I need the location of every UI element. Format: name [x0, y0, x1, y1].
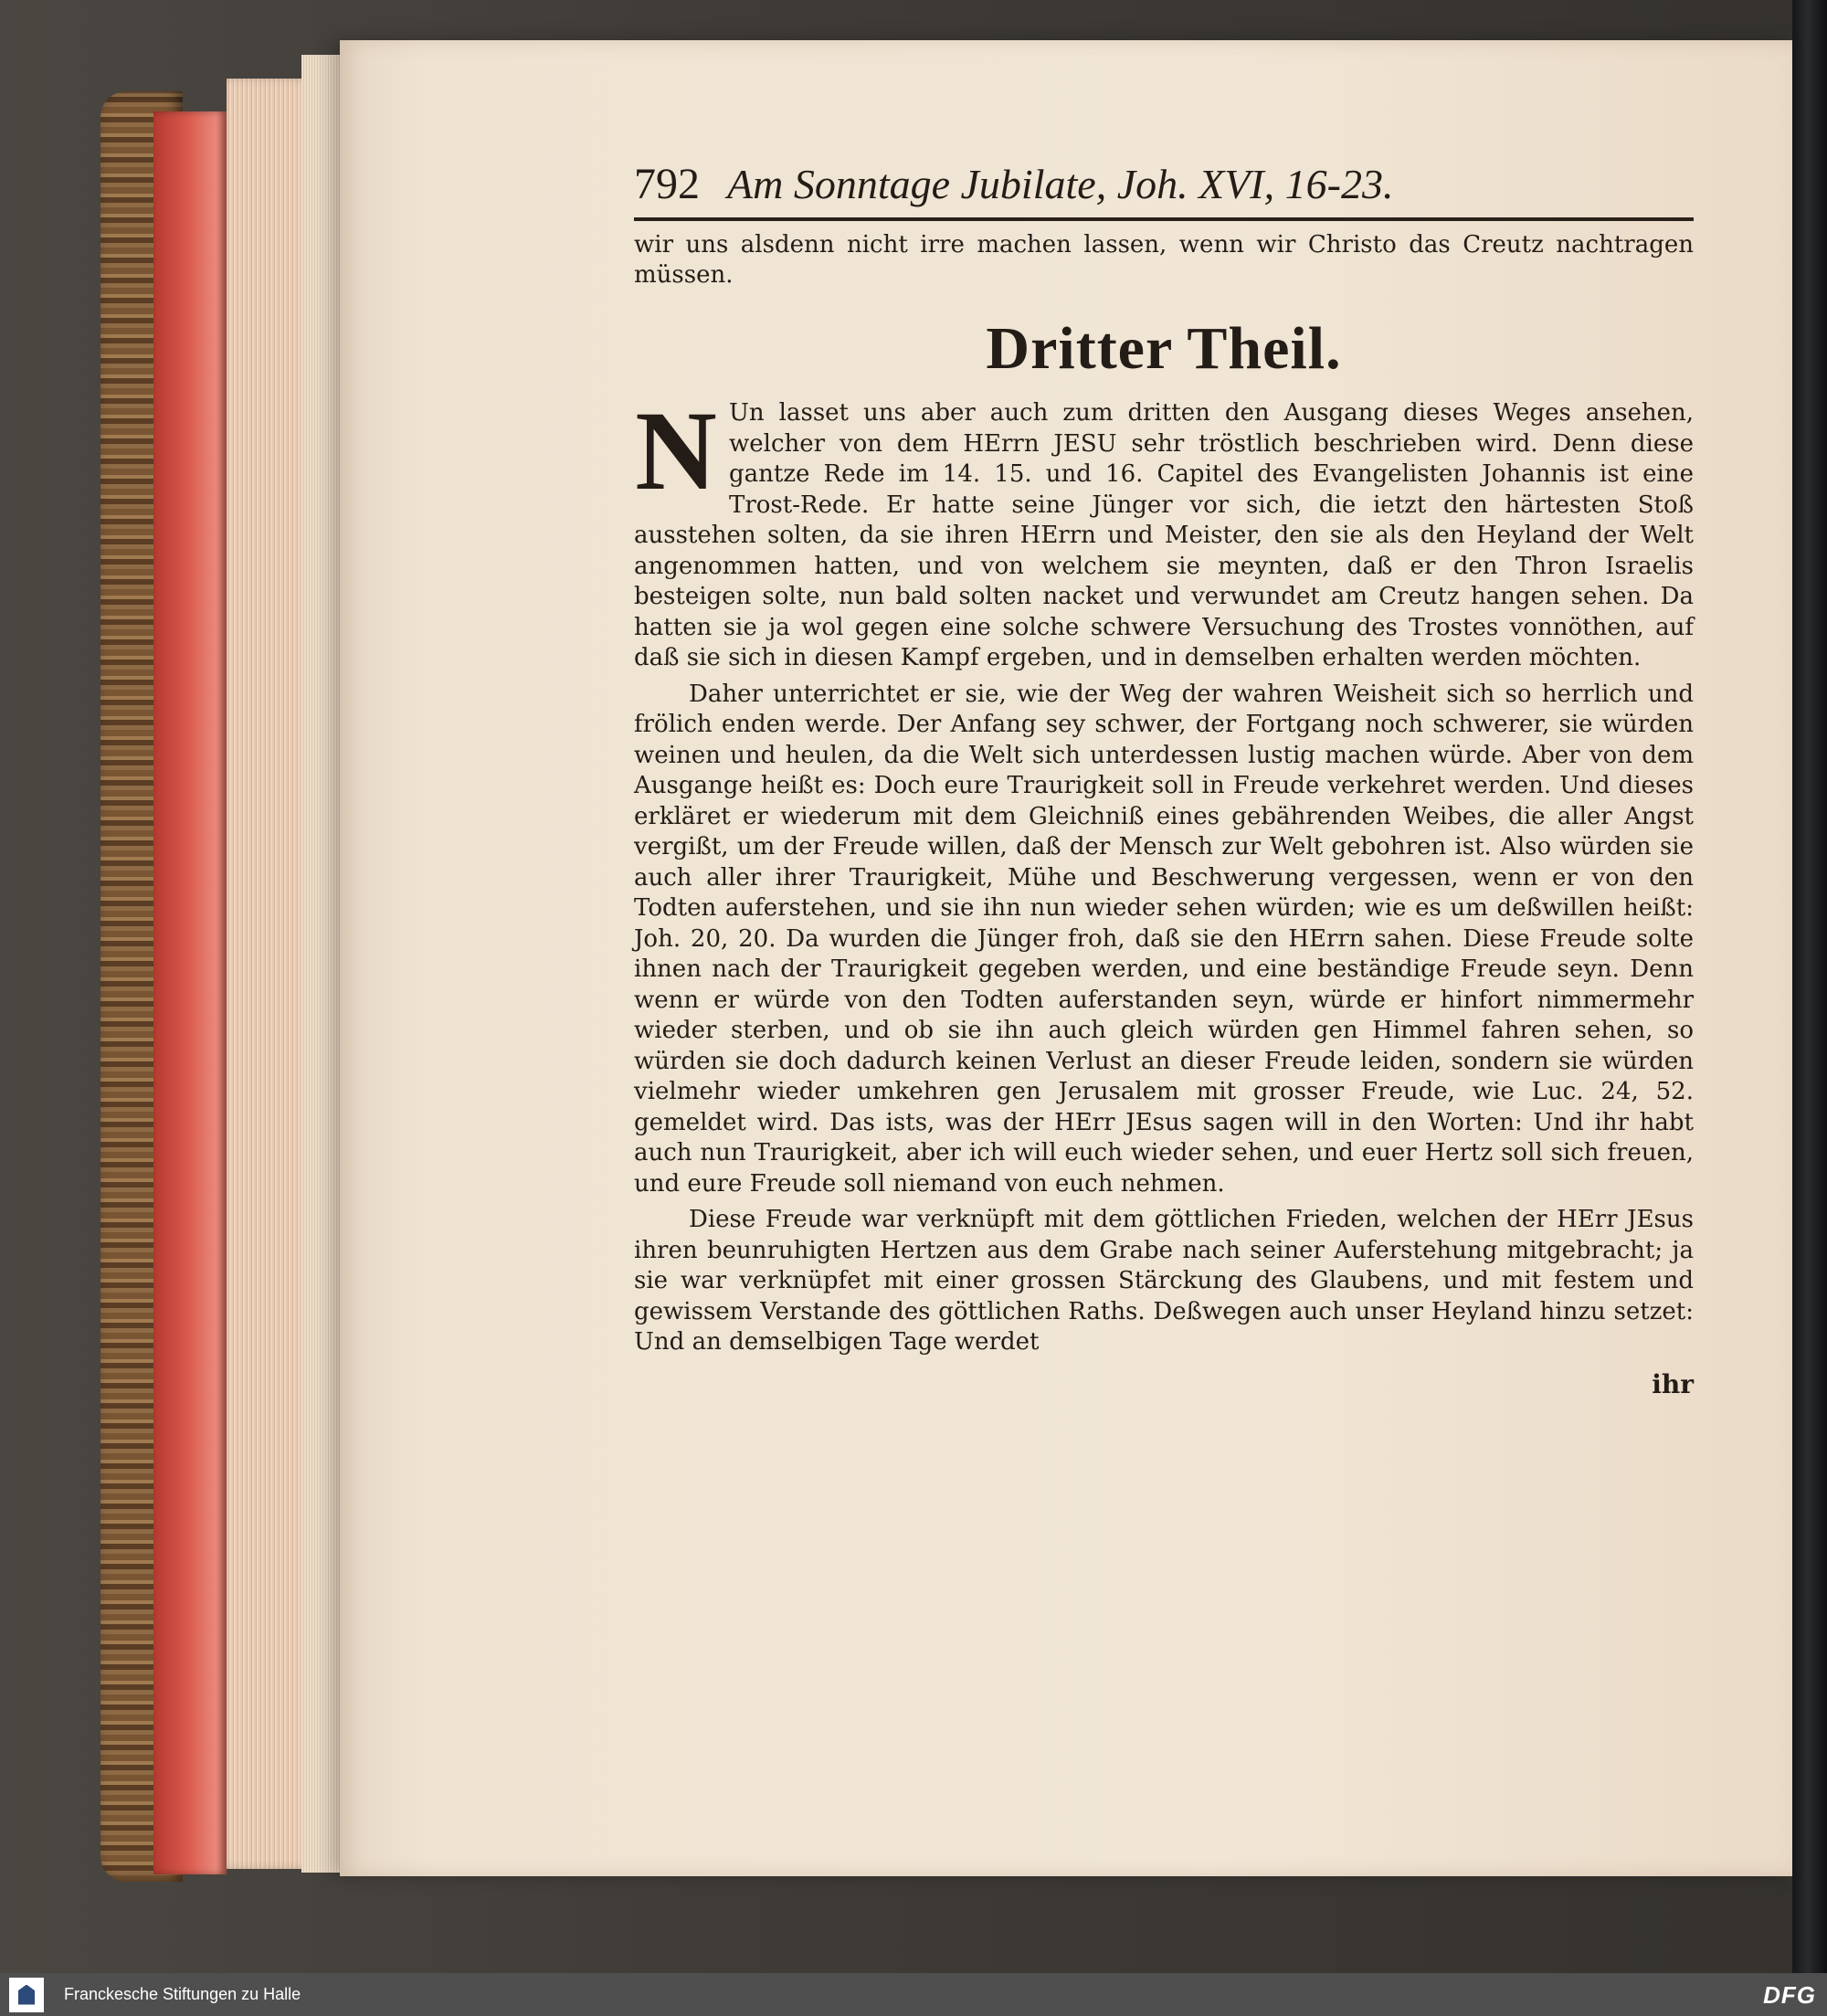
- book-red-edge: [153, 111, 227, 1874]
- footer-bar: [0, 1973, 1827, 2016]
- dfg-logo[interactable]: DFG: [1763, 1981, 1816, 2009]
- running-head-title: Am Sonntage Jubilate, Joh. XVI, 16-23.: [727, 161, 1394, 207]
- franckesche-stiftungen-logo-icon[interactable]: [9, 1978, 44, 2012]
- footer-institution[interactable]: Franckesche Stiftungen zu Halle: [64, 1985, 301, 2003]
- running-header: [634, 159, 1694, 221]
- paragraph-1: [634, 388, 1694, 674]
- catchword: ihr: [1652, 1368, 1694, 1399]
- page-number: 792: [634, 160, 700, 208]
- section-title: Dritter Theil.: [986, 315, 1342, 382]
- paragraph-2: Daher unterrichtet er sie, wie der Weg der wahren Weisheit sich so herrlich und frölich enden werde. Der Anfang sey schwer, der Fortgang noch schwerer, sie würden weinen und heulen, da die Welt sich unterdessen lustig machen würde. Aber von dem Ausgange heißt es: Doch eure Traurigkeit soll in Freude verkehret werden. Und dieses erkläret er wiederum mit dem Gleichniß eines gebährenden Weibes, die aller Angst vergißt, um der Freude willen, daß der Mensch zur Welt gebohren ist. Also würden sie auch aller ihrer Traurigkeit, Mühe und Beschwerung vergessen, wenn er von den Todten auferstehen, und sie ihn nun wieder sehen würden; wie es um deßwillen heißt: Joh. 20, 20. Da wurden die Jünger froh, daß sie den HErrn sahen. Diese Freude solte ihnen nach der Traurigkeit gegeben werden, und eine beständige Freude seyn. Denn wenn er würde von den Todten auferstanden seyn, würde er hinfort nimmermehr wieder sterben, und ob sie ihn auch gleich würden gen Himmel fahren sehen, so würden sie doch dadurch keinen Verlust an dieser Freude leiden, sondern sie würden vielmehr wieder umkehren gen Jerusalem mit grosser Freude, wie Luc. 24, 52. gemeldet wird. Das ists, was der HErr JEsus sagen will in den Worten: Und ihr habt auch nun Traurigkeit, aber ich will euch wieder sehen, und euer Hertz soll sich freuen, und eure Freude soll niemand von euch nehmen.: [634, 680, 1694, 1198]
- book-page: [340, 40, 1792, 1876]
- scanner-clamp: [1792, 0, 1827, 1973]
- logo-mark: [18, 1985, 35, 2005]
- page-content: [634, 159, 1694, 1399]
- carry-over-text: wir uns alsdenn nicht irre machen lassen, wenn wir Christo das Creutz nachtragen müssen.: [634, 231, 1694, 289]
- drop-cap: N: [635, 388, 717, 513]
- paragraph-3: Diese Freude war verknüpft mit dem göttlichen Frieden, welchen der HErr JEsus ihren beunruhigten Hertzen aus dem Grabe nach seiner Auferstehung mitgebracht; ja sie war verknüpfet mit einer grossen Stärckung des Glaubens, und mit festem und gewissem Verstande des göttlichen Raths. Deßwegen auch unser Heyland hinzu setzet: Und an demselbigen Tage werdet: [634, 1206, 1694, 1356]
- paragraph-1-text: Un lasset uns aber auch zum dritten den Ausgang dieses Weges ansehen, welcher von dem HErrn JESU sehr tröstlich beschrieben wird. Denn diese gantze Rede im 14. 15. und 16. Capitel des Evangelisten Johannis ist eine Trost-Rede. Er hatte seine Jünger vor sich, die ietzt den härtesten Stoß ausstehen solten, da sie ihren HErrn und Meister, den sie als den Heyland der Welt angenommen hatten, und von welchem sie meynten, daß er den Thron Israelis besteigen solte, nun bald solten nacket und verwundet am Creutz hangen sehen. Da hatten sie ja wol gegen eine solche schwere Versuchung des Trostes vonnöthen, auf daß sie sich in diesen Kampf ergeben, und in demselben erhalten werden möchten.: [634, 399, 1694, 671]
